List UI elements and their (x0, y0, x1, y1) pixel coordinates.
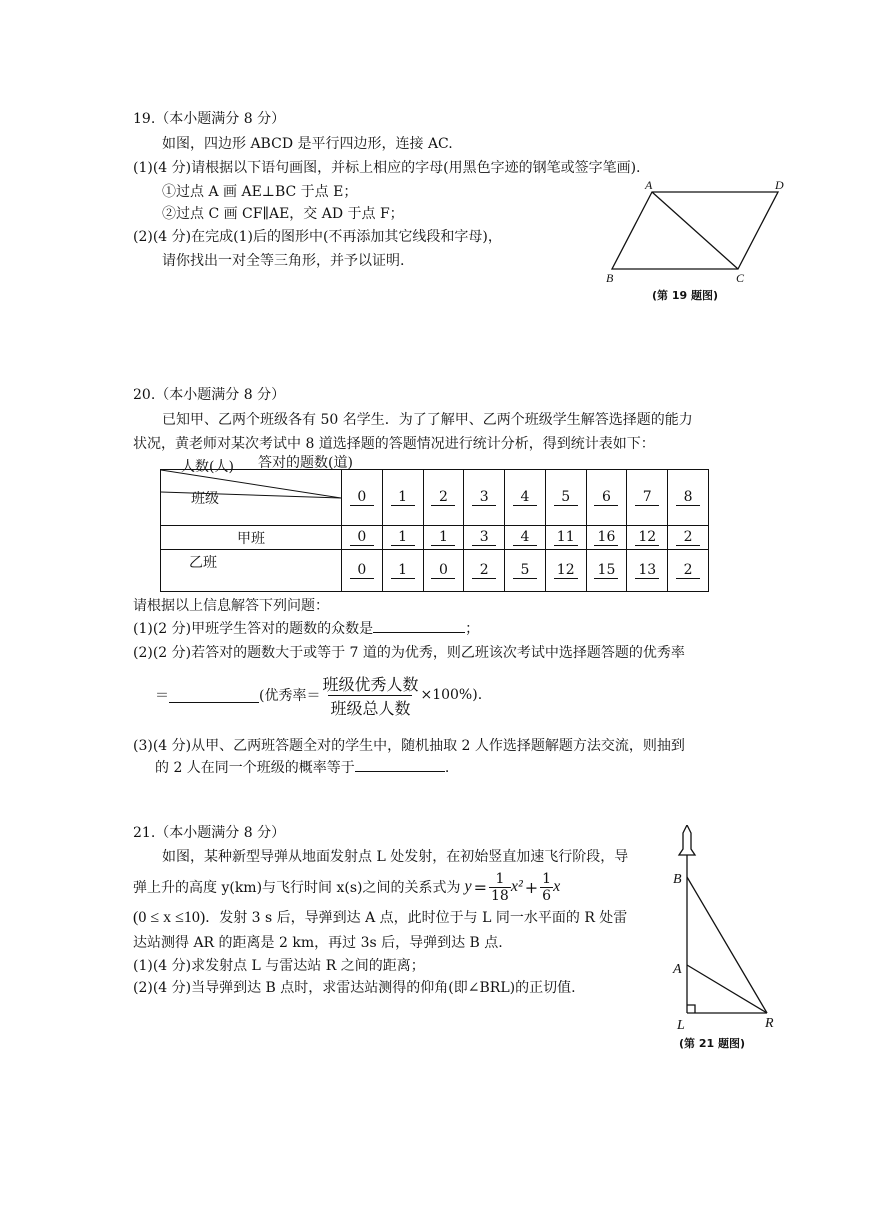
q20-line2: 状况，黄老师对某次考试中 8 道选择题的答题情况进行统计分析，得到统计表如下： (133, 436, 655, 452)
q19-step1: ①过点 A 画 AE⊥BC 于点 E； (162, 184, 358, 200)
col-3: 3 (464, 470, 505, 526)
col-0: 0 (342, 470, 383, 526)
table-cell: 5 (513, 562, 537, 579)
col-6: 6 (586, 470, 627, 526)
q20-part2-formula: ＝ (优秀率＝ $\frac{\text{班级优秀人数}}{\text{班级总人数}}$ ×100%). (155, 670, 482, 720)
table-cell: 0 (350, 562, 374, 579)
col-1: 1 (382, 470, 423, 526)
q21-part1: (1)(4 分)求发射点 L 与雷达站 R 之间的距离； (133, 958, 425, 974)
q20-title: 20.（本小题满分 8 分） (133, 387, 286, 403)
q19-part2b: 请你找出一对全等三角形，并予以证明. (162, 253, 405, 269)
q19-part2a: (2)(4 分)在完成(1)后的图形中(不再添加其它线段和字母)， (133, 229, 502, 245)
q21-line4: 达站测得 AR 的距离是 2 km，再过 3s 后，导弹到达 B 点. (133, 935, 503, 951)
table-cell: 16 (594, 529, 618, 546)
table-header-row (161, 470, 709, 526)
label-a: A (673, 962, 682, 977)
segment-ar (687, 965, 767, 1013)
diagonal-ac (652, 192, 738, 269)
fraction-1-6: $\frac{1}{6}$ (542, 870, 552, 904)
missile-icon (679, 825, 695, 855)
row-label-yi: 乙班 (161, 550, 342, 592)
q21-title: 21.（本小题满分 8 分） (133, 825, 286, 841)
col-7: 7 (627, 470, 668, 526)
table-cell: 3 (472, 529, 496, 546)
table-cell: 1 (391, 562, 415, 579)
corner-diagonals (161, 470, 341, 526)
fraction-1-18: $\frac{1}{18}$ (491, 870, 509, 904)
table-header-answered: 答对的题数(道) (258, 455, 353, 471)
right-angle-mark (687, 1005, 695, 1013)
q21-part2: (2)(4 分)当导弹到达 B 点时，求雷达站测得的仰角(即∠BRL)的正切值. (133, 980, 576, 996)
table-cell: 2 (676, 562, 700, 579)
table-cell: 2 (676, 529, 700, 546)
label-b: B (606, 271, 614, 285)
q20-part1: (1)(2 分)甲班学生答对的题数的众数是 ； (133, 618, 479, 638)
table-cell: 0 (431, 562, 455, 579)
q19-fig-caption: (第 19 题图) (652, 289, 719, 302)
table-row-jia (161, 526, 709, 550)
table-cell: 2 (472, 562, 496, 579)
table-cell: 0 (350, 529, 374, 546)
table-cell: 11 (554, 529, 578, 546)
label-d: D (775, 178, 784, 192)
q21-line3: (0 ≤ x ≤10)．发射 3 s 后，导弹到达 A 点，此时位于与 L 同一水平面的 R 处雷 (133, 909, 628, 926)
col-4: 4 (505, 470, 546, 526)
table-row-yi (161, 550, 709, 592)
table-cell: 12 (554, 562, 578, 579)
q19-parallelogram-figure (600, 176, 800, 306)
q20-part2: (2)(2 分)若答对的题数大于或等于 7 道的为优秀，则乙班该次考试中选择题答题的优秀率 (133, 645, 685, 661)
table-header-people: 人数(人) (181, 459, 234, 475)
q20-part3a: (3)(4 分)从甲、乙两班答题全对的学生中，随机抽取 2 人作选择题解题方法交流，则抽到 (133, 738, 685, 754)
answer-blank (355, 757, 445, 772)
table-cell: 12 (635, 529, 659, 546)
label-c: C (736, 271, 745, 285)
label-b: B (673, 872, 682, 887)
rate-fraction: $\frac{\text{班级优秀人数}}{\text{班级总人数}}$ (322, 674, 419, 718)
table-cell: 4 (513, 529, 537, 546)
row-label-jia: 甲班 (161, 526, 342, 550)
table-cell: 1 (431, 529, 455, 546)
table-header-class: 班级 (191, 491, 219, 507)
q19-part1: (1)(4 分)请根据以下语句画图，并标上相应的字母(用黑色字迹的钢笔或签字笔画). (133, 160, 641, 176)
segment-br (687, 877, 767, 1013)
q19-intro: 如图，四边形 ABCD 是平行四边形，连接 AC. (162, 136, 453, 152)
label-l: L (677, 1018, 685, 1033)
q21-fig-caption: (第 21 题图) (679, 1037, 746, 1050)
label-r: R (765, 1016, 774, 1031)
q20-line1: 已知甲、乙两个班级各有 50 名学生．为了了解甲、乙两个班级学生解答选择题的能力 (162, 412, 693, 428)
table-cell: 1 (391, 529, 415, 546)
col-5: 5 (545, 470, 586, 526)
answer-blank (373, 618, 465, 633)
q19-title: 19.（本小题满分 8 分） (133, 111, 286, 127)
col-2: 2 (423, 470, 464, 526)
table-cell: 13 (635, 562, 659, 579)
table-cell: 15 (594, 562, 618, 579)
q21-missile-figure (665, 825, 795, 1057)
q20-part3b: 的 2 人在同一个班级的概率等于 . (155, 757, 449, 777)
answer-blank (169, 688, 259, 703)
q20-prompt: 请根据以上信息解答下列问题： (133, 598, 329, 614)
label-a: A (645, 178, 653, 192)
q21-line1: 如图，某种新型导弹从地面发射点 L 处发射，在初始竖直加速飞行阶段，导 (162, 849, 629, 865)
q21-line2: 弹上升的高度 y(km)与飞行时间 x(s)之间的关系式为 y = $\frac{1}{18}$ x² + $\frac{1}{6}$ x (133, 870, 561, 904)
q19-step2: ②过点 C 画 CF∥AE，交 AD 于点 F； (162, 206, 404, 222)
col-8: 8 (668, 470, 709, 526)
